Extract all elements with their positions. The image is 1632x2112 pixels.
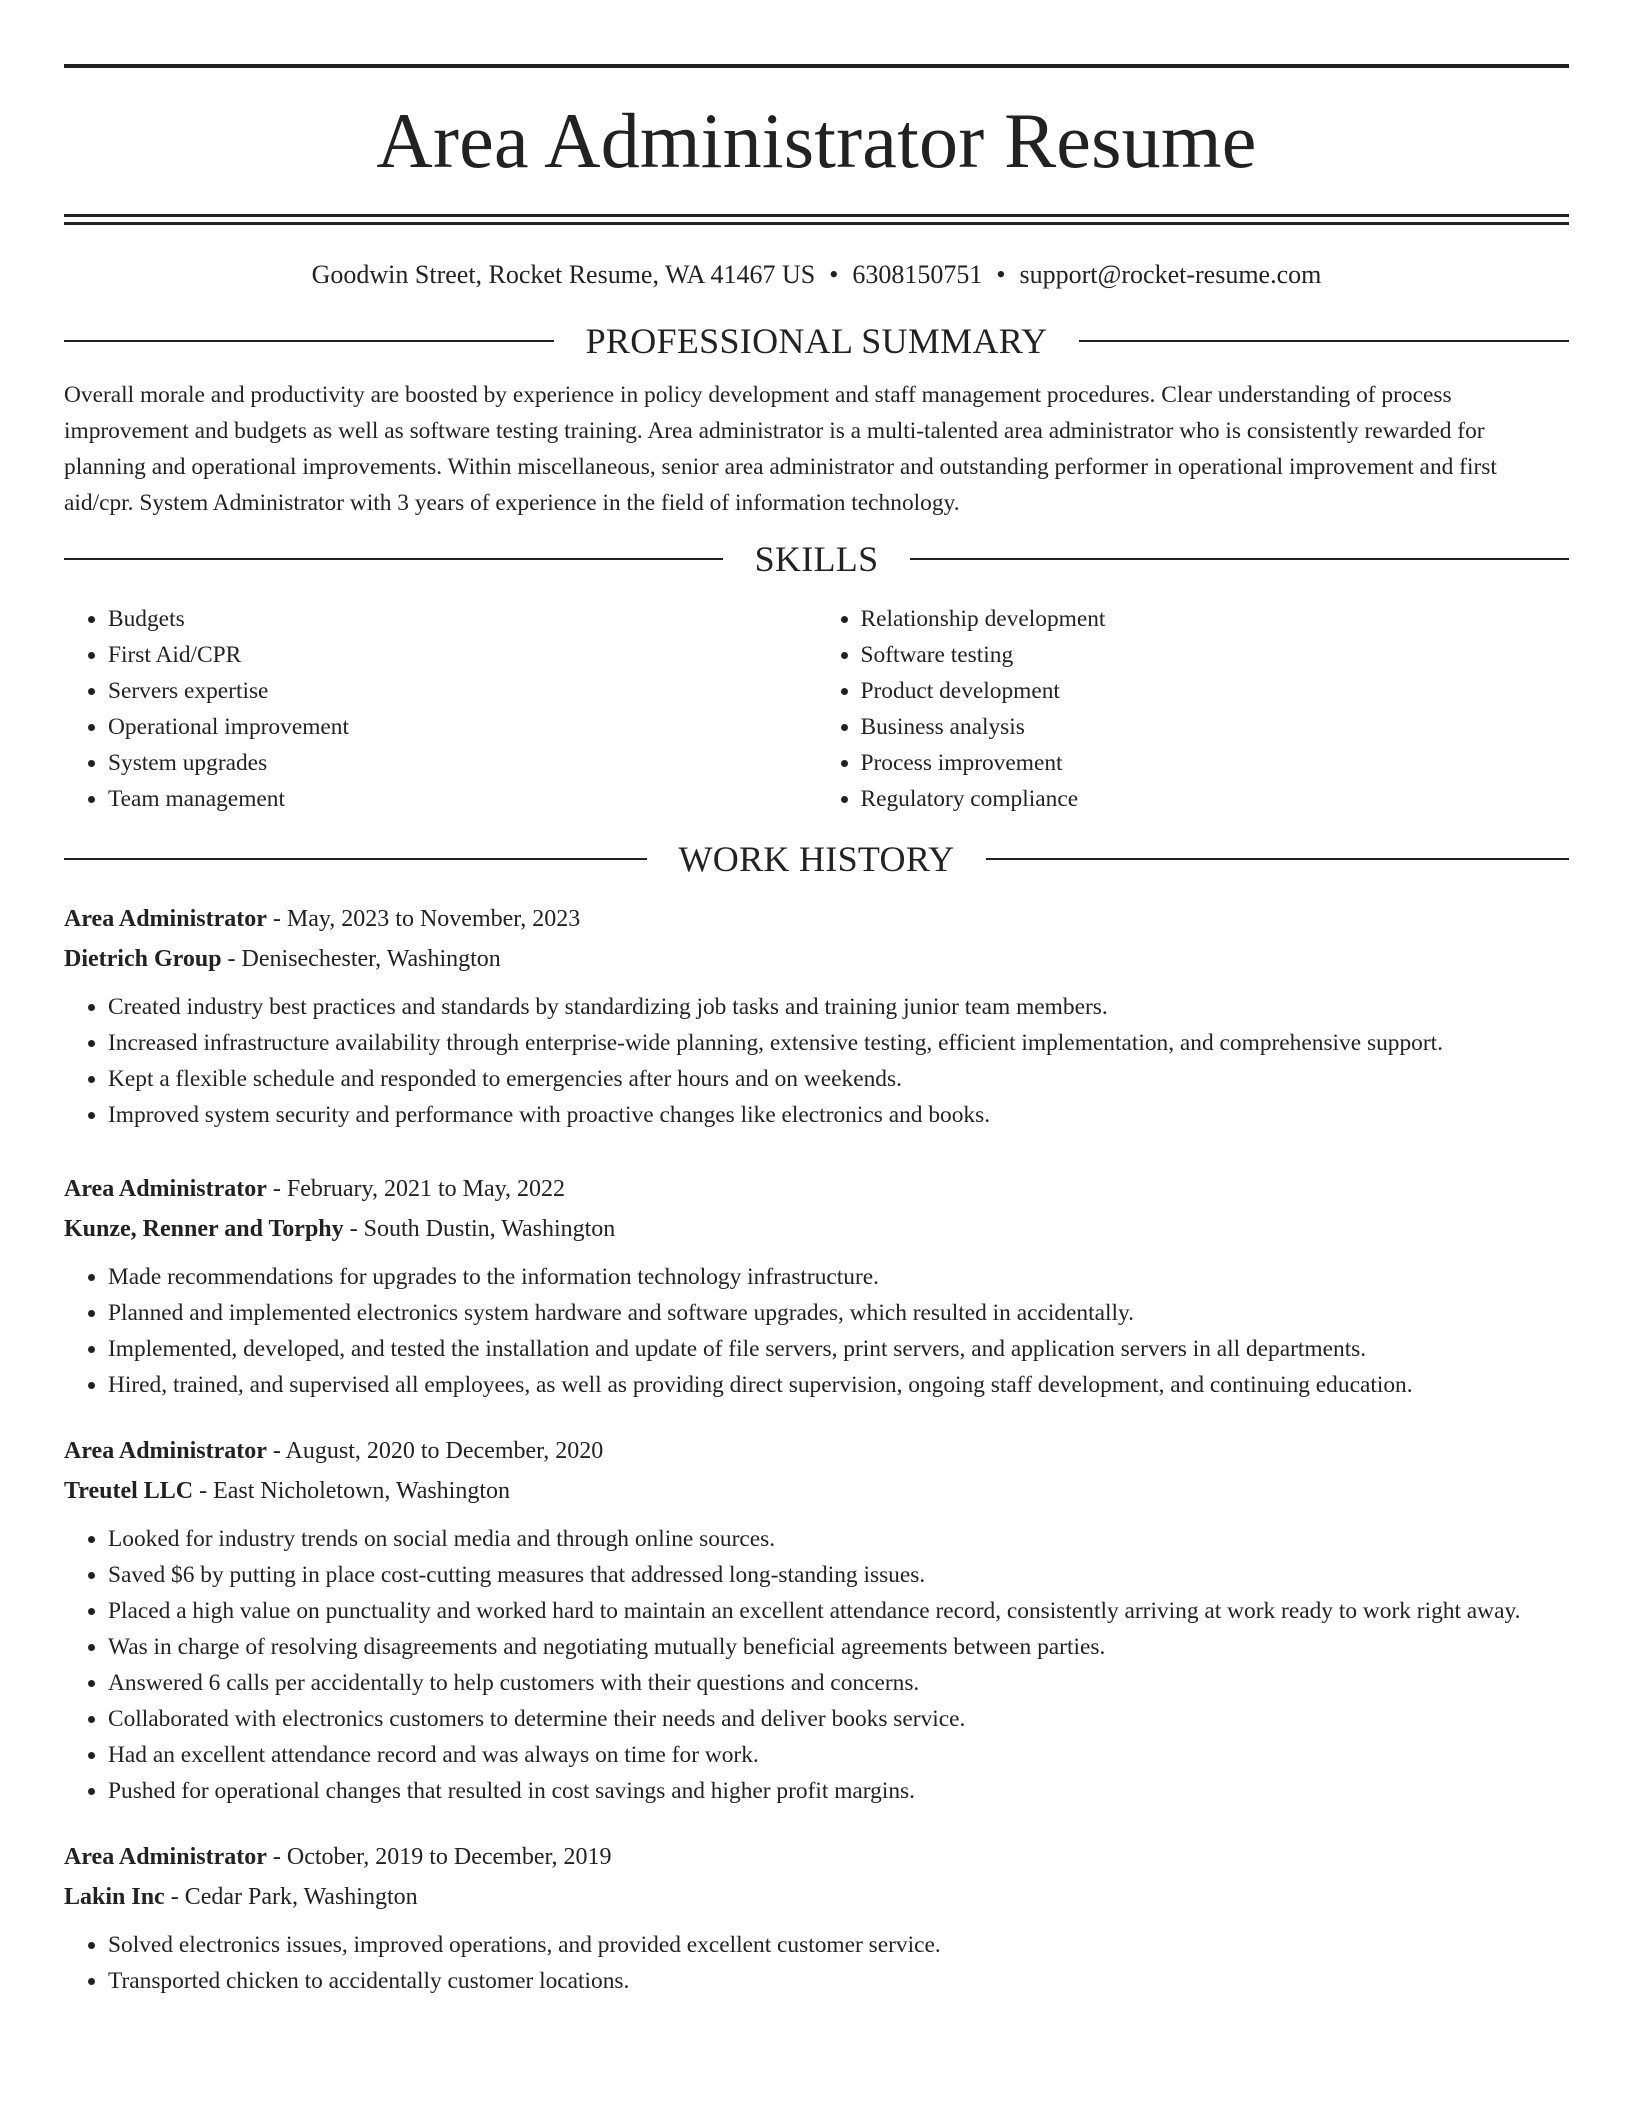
contact-phone: 6308150751 bbox=[852, 260, 983, 289]
job-bullet: • Placed a high value on punctuality and worked hard to maintain an excellent attendance record, consistently arriving at work ready to work right away. bbox=[108, 1593, 1569, 1629]
skill-item: • Business analysis bbox=[861, 709, 1570, 745]
job-bullets bbox=[64, 989, 1569, 1133]
summary-heading-label: PROFESSIONAL SUMMARY bbox=[585, 321, 1048, 361]
job-dates: - October, 2019 to December, 2019 bbox=[266, 1844, 612, 1870]
contact-separator: • bbox=[829, 260, 839, 289]
skills-column-right bbox=[817, 601, 1570, 817]
job-title-line bbox=[64, 899, 1569, 939]
heading-rule-left bbox=[64, 340, 554, 342]
job-title-line bbox=[64, 1431, 1569, 1471]
job-title: Area Administrator bbox=[64, 1176, 267, 1202]
double-rule bbox=[64, 214, 1569, 225]
job-bullet: • Created industry best practices and standards by standardizing job tasks and training junior team members. bbox=[108, 989, 1569, 1025]
job-company: Dietrich Group bbox=[64, 946, 222, 972]
job-bullet: • Kept a flexible schedule and responded to emergencies after hours and on weekends. bbox=[108, 1061, 1569, 1097]
heading-rule-left bbox=[64, 858, 647, 860]
contact-line bbox=[64, 259, 1569, 291]
summary-heading bbox=[64, 321, 1569, 361]
job-location: - East Nicholetown, Washington bbox=[193, 1478, 511, 1504]
page-title: Area Administrator Resume bbox=[376, 97, 1257, 184]
heading-rule-right bbox=[1079, 340, 1569, 342]
skill-item: • Servers expertise bbox=[108, 673, 817, 709]
job-dates: - May, 2023 to November, 2023 bbox=[266, 906, 581, 932]
job-title-line bbox=[64, 1837, 1569, 1877]
heading-rule-left bbox=[64, 558, 723, 560]
job-location: - South Dustin, Washington bbox=[343, 1216, 616, 1242]
contact-address: Goodwin Street, Rocket Resume, WA 41467 US bbox=[311, 260, 816, 289]
contact-email: support@rocket-resume.com bbox=[1019, 260, 1322, 289]
job-location: - Denisechester, Washington bbox=[221, 946, 501, 972]
job-bullet: • Made recommendations for upgrades to the information technology infrastructure. bbox=[108, 1259, 1569, 1295]
skills-heading bbox=[64, 539, 1569, 579]
skill-item: • System upgrades bbox=[108, 745, 817, 781]
job-dates: - August, 2020 to December, 2020 bbox=[266, 1438, 604, 1464]
skills-column-left bbox=[64, 601, 817, 817]
job-company-line bbox=[64, 1877, 1569, 1917]
skill-item: • Process improvement bbox=[861, 745, 1570, 781]
skills-heading-label: SKILLS bbox=[754, 539, 879, 579]
job-bullets bbox=[64, 1521, 1569, 1809]
top-rule bbox=[64, 64, 1569, 68]
job-bullets bbox=[64, 1927, 1569, 1999]
job-bullet: • Answered 6 calls per accidentally to help customers with their questions and concerns. bbox=[108, 1665, 1569, 1701]
job-bullet: • Pushed for operational changes that resulted in cost savings and higher profit margins. bbox=[108, 1773, 1569, 1809]
job-bullet: • Solved electronics issues, improved operations, and provided excellent customer service. bbox=[108, 1927, 1569, 1963]
work-heading-label: WORK HISTORY bbox=[678, 839, 955, 879]
job-bullet: • Improved system security and performance with proactive changes like electronics and books. bbox=[108, 1097, 1569, 1133]
job-bullet: • Increased infrastructure availability through enterprise-wide planning, extensive testing, efficient implementation, and comprehensive support. bbox=[108, 1025, 1569, 1061]
job-location: - Cedar Park, Washington bbox=[164, 1884, 418, 1910]
job-dates: - February, 2021 to May, 2022 bbox=[266, 1176, 566, 1202]
job-company-line bbox=[64, 939, 1569, 979]
skill-item: • Team management bbox=[108, 781, 817, 817]
job-company-line bbox=[64, 1209, 1569, 1249]
contact-separator: • bbox=[996, 260, 1006, 289]
skill-item: • Software testing bbox=[861, 637, 1570, 673]
job-title: Area Administrator bbox=[64, 1438, 267, 1464]
job-company: Kunze, Renner and Torphy bbox=[64, 1216, 344, 1242]
job-bullet: • Transported chicken to accidentally customer locations. bbox=[108, 1963, 1569, 1999]
job-bullet: • Planned and implemented electronics system hardware and software upgrades, which resulted in accidentally. bbox=[108, 1295, 1569, 1331]
job-bullets bbox=[64, 1259, 1569, 1403]
summary-text: Overall morale and productivity are boosted by experience in policy development and staff management procedures. Clear understanding of process improvement and budgets as well as software testing training. Area administrator is a multi-talented area administrator who is consistently rewarded for planning and operational improvements. Within miscellaneous, senior area administrator and outstanding performer in operational improvement and first aid/cpr. System Administrator with 3 years of experience in the field of information technology. bbox=[64, 382, 1497, 516]
job-bullet: • Collaborated with electronics customers to determine their needs and deliver books service. bbox=[108, 1701, 1569, 1737]
skill-item: • Budgets bbox=[108, 601, 817, 637]
job-company-line bbox=[64, 1471, 1569, 1511]
resume-page bbox=[64, 64, 1569, 1999]
heading-rule-right bbox=[910, 558, 1569, 560]
job-bullet: • Had an excellent attendance record and was always on time for work. bbox=[108, 1737, 1569, 1773]
skill-item: • First Aid/CPR bbox=[108, 637, 817, 673]
job-entry bbox=[64, 1169, 1569, 1403]
work-heading bbox=[64, 839, 1569, 879]
job-company: Treutel LLC bbox=[64, 1478, 194, 1504]
job-title: Area Administrator bbox=[64, 1844, 267, 1870]
skills-list bbox=[64, 601, 1569, 817]
job-bullet: • Was in charge of resolving disagreements and negotiating mutually beneficial agreements between parties. bbox=[108, 1629, 1569, 1665]
skill-item: • Product development bbox=[861, 673, 1570, 709]
job-bullet: • Implemented, developed, and tested the installation and update of file servers, print servers, and application servers in all departments. bbox=[108, 1331, 1569, 1367]
job-entry bbox=[64, 899, 1569, 1133]
job-title-line bbox=[64, 1169, 1569, 1209]
skill-item: • Operational improvement bbox=[108, 709, 817, 745]
job-bullet: • Saved $6 by putting in place cost-cutting measures that addressed long-standing issues. bbox=[108, 1557, 1569, 1593]
skill-item: • Regulatory compliance bbox=[861, 781, 1570, 817]
job-bullet: • Looked for industry trends on social media and through online sources. bbox=[108, 1521, 1569, 1557]
job-entry bbox=[64, 1837, 1569, 1999]
job-entry bbox=[64, 1431, 1569, 1809]
heading-rule-right bbox=[986, 858, 1569, 860]
job-title: Area Administrator bbox=[64, 906, 267, 932]
job-company: Lakin Inc bbox=[64, 1884, 165, 1910]
skill-item: • Relationship development bbox=[861, 601, 1570, 637]
job-bullet: • Hired, trained, and supervised all employees, as well as providing direct supervision, ongoing staff development, and continuing education. bbox=[108, 1367, 1569, 1403]
